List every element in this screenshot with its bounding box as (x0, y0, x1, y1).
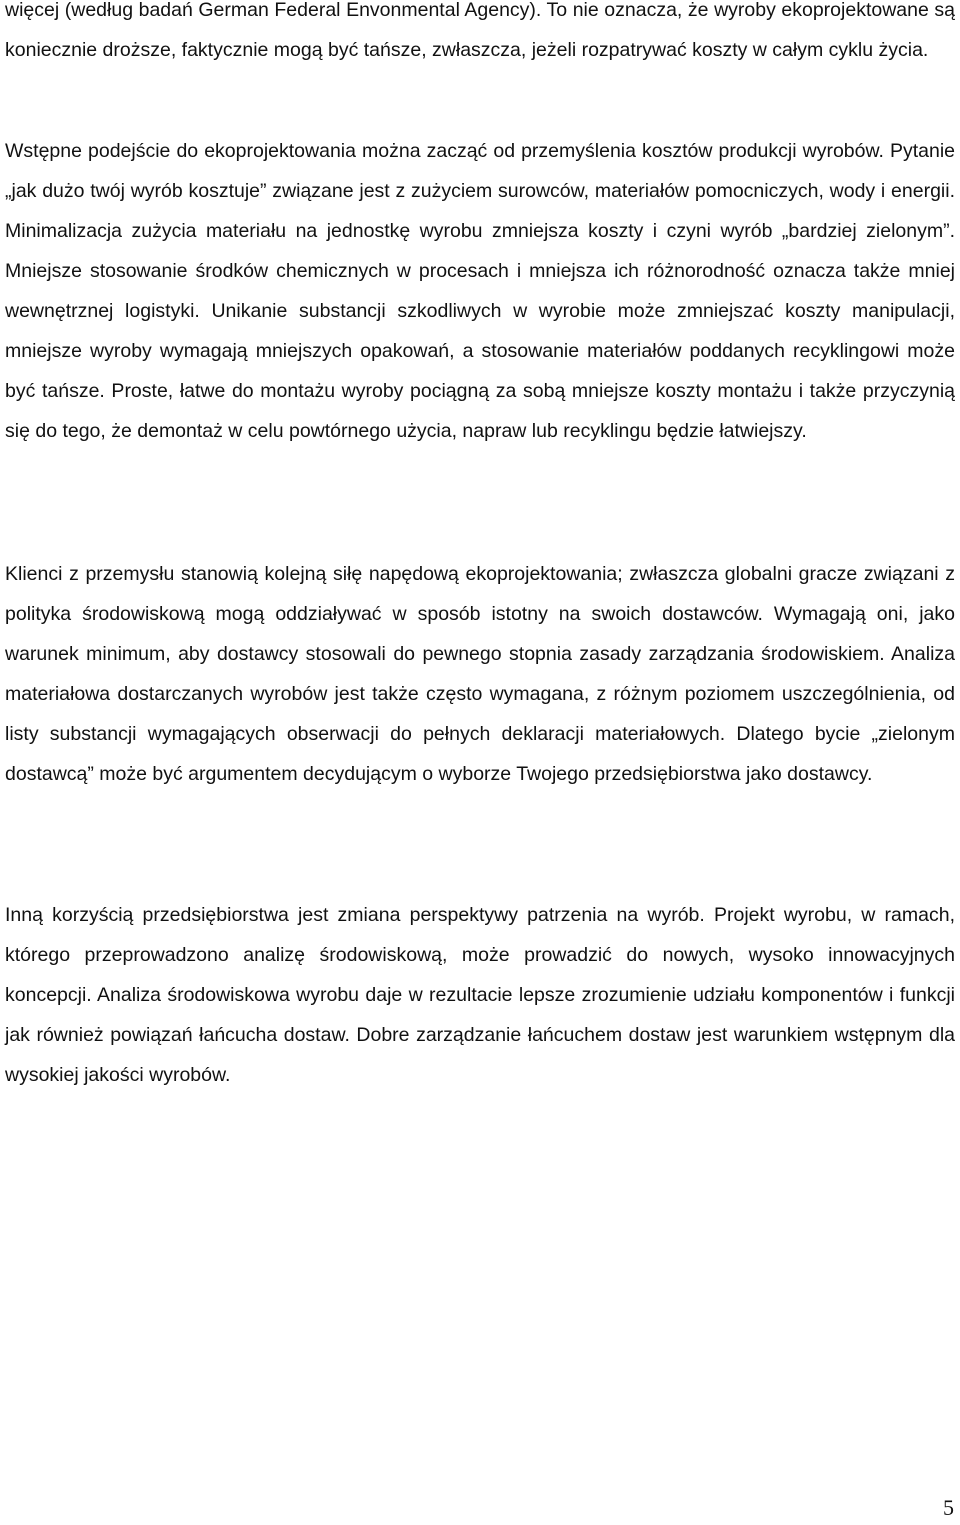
paragraph-continuation: więcej (według badań German Federal Envonmental Agency). To nie oznacza, że wyroby ekoprojektowane są koniecznie droższe, faktycznie mogą być tańsze, zwłaszcza, jeżeli rozpatrywać koszty w całym cyklu życia. (5, 0, 955, 61)
paragraph-product-perspective: Inną korzyścią przedsiębiorstwa jest zmiana perspektywy patrzenia na wyrób. Projekt wyrobu, w ramach, którego przeprowadzono analizę środowiskową, może prowadzić do nowych, wysoko innowacyjnych koncepcji. Analiza środowiskowa wyrobu daje w rezultacie lepsze zrozumienie udziału komponentów i funkcji jak również powiązań łańcucha dostaw. Dobre zarządzanie łańcuchem dostaw jest warunkiem wstępnym dla wysokiej jakości wyrobów. (5, 904, 955, 1086)
paragraph-industry-clients: Klienci z przemysłu stanowią kolejną siłę napędową ekoprojektowania; zwłaszcza globalni gracze związani z polityka środowiskową mogą oddziaływać w sposób istotny na swoich dostawców. Wymagają oni, jako warunek minimum, aby dostawcy stosowali do pewnego stopnia zasady zarządzania środowiskiem. Analiza materiałowa dostarczanych wyrobów jest także często wymagana, z różnym poziomem uszczególnienia, od listy substancji wymagających obserwacji do pełnych deklaracji materiałowych. Dlatego bycie „zielonym dostawcą” może być argumentem decydującym o wyborze Twojego przedsiębiorstwa jako dostawcy. (5, 563, 955, 785)
paragraph-production-costs: Wstępne podejście do ekoprojektowania można zacząć od przemyślenia kosztów produkcji wyrobów. Pytanie „jak dużo twój wyrób kosztuje” związane jest z zużyciem surowców, materiałów pomocniczych, wody i energii. Minimalizacja zużycia materiału na jednostkę wyrobu zmniejsza koszty i czyni wyrób „bardziej zielonym”. Mniejsze stosowanie środków chemicznych w procesach i mniejsza ich różnorodność oznacza także mniej wewnętrznej logistyki. Unikanie substancji szkodliwych w wyrobie może zmniejszać koszty manipulacji, mniejsze wyroby wymagają mniejszych opakowań, a stosowanie materiałów poddanych recyklingowi może być tańsze. Proste, łatwe do montażu wyroby pociągną za sobą mniejsze koszty montażu i także przyczynią się do tego, że demontaż w celu powtórnego użycia, napraw lub recyklingu będzie łatwiejszy. (5, 140, 955, 442)
page-number: 5 (943, 1495, 954, 1520)
